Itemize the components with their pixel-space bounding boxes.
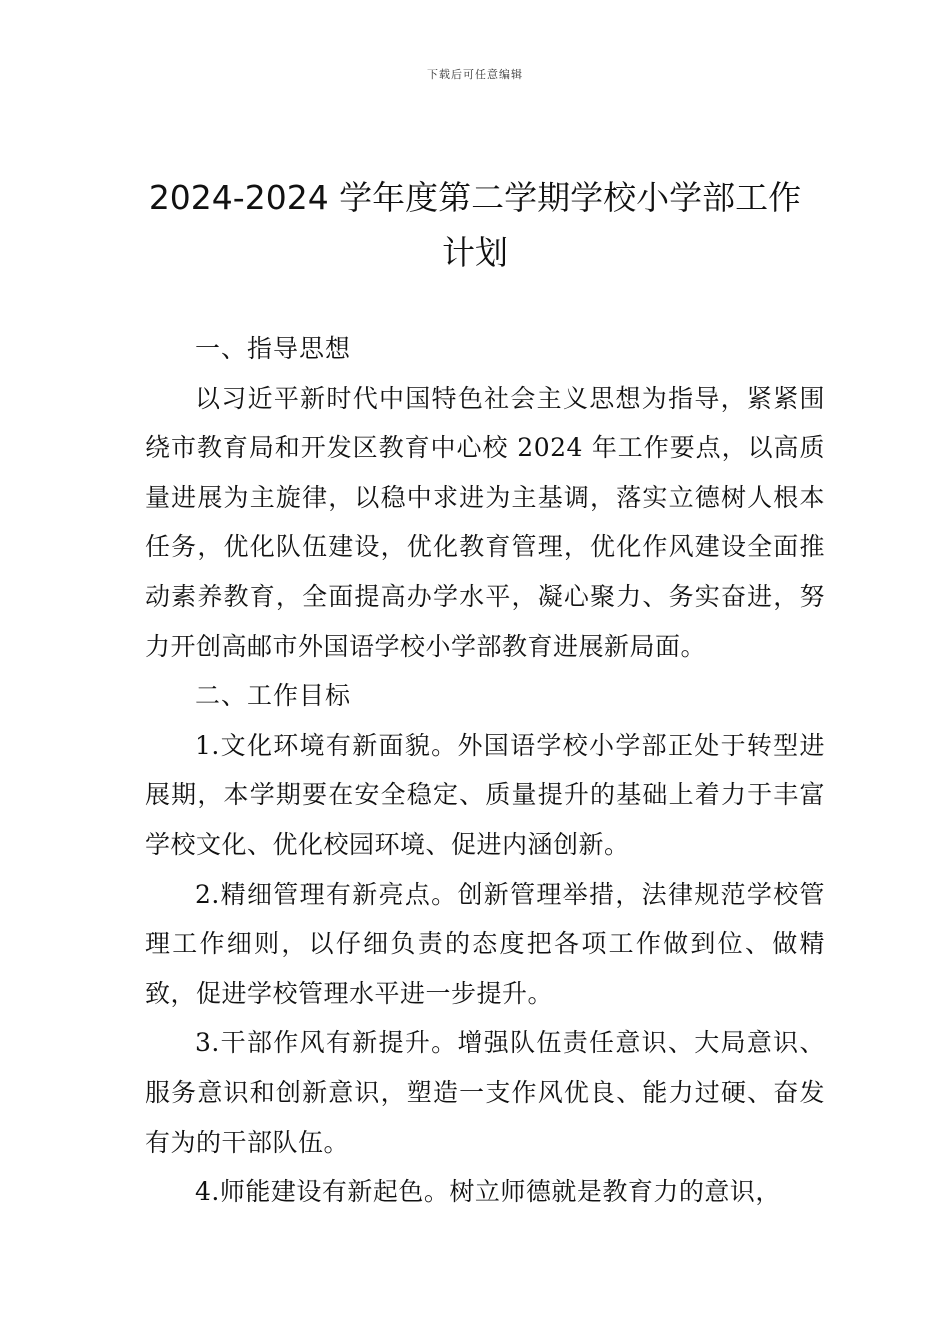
paragraph-guiding-ideology: 以习近平新时代中国特色社会主义思想为指导，紧紧围绕市教育局和开发区教育中心校 2024 年工作要点，以高质量进展为主旋律，以稳中求进为主基调，落实立德树人根本任务，优化队伍建设，优化教育管理，优化作风建设全面推动素养教育，全面提高办学水平，凝心聚力、务实奋进，努力开创高邮市外国语学校小学部教育进展新局面。 <box>145 383 825 661</box>
paragraph-goal-2: 2.精细管理有新亮点。创新管理举措，法律规范学校管理工作细则，以仔细负责的态度把各项工作做到位、做精致，促进学校管理水平进一步提升。 <box>145 879 825 1008</box>
paragraph-goal-3: 3.干部作风有新提升。增强队伍责任意识、大局意识、服务意识和创新意识，塑造一支作风优良、能力过硬、奋发有为的干部队伍。 <box>145 1028 825 1157</box>
header-note: 下载后可任意编辑 <box>427 68 523 81</box>
paragraph-goal-1: 1.文化环境有新面貌。外国语学校小学部正处于转型进展期，本学期要在安全稳定、质量提升的基础上着力于丰富学校文化、优化校园环境、促进内涵创新。 <box>145 730 825 859</box>
document-title <box>100 170 850 280</box>
section-heading-guiding-ideology: 一、指导思想 <box>195 334 352 363</box>
document-body <box>145 324 825 1217</box>
title-line-1: 2024-2024 学年度第二学期学校小学部工作 <box>148 178 802 217</box>
paragraph-goal-4: 4.师能建设有新起色。树立师德就是教育力的意识， <box>195 1177 781 1207</box>
section-heading-work-goals: 二、工作目标 <box>195 681 352 711</box>
title-line-2: 计划 <box>442 233 508 272</box>
